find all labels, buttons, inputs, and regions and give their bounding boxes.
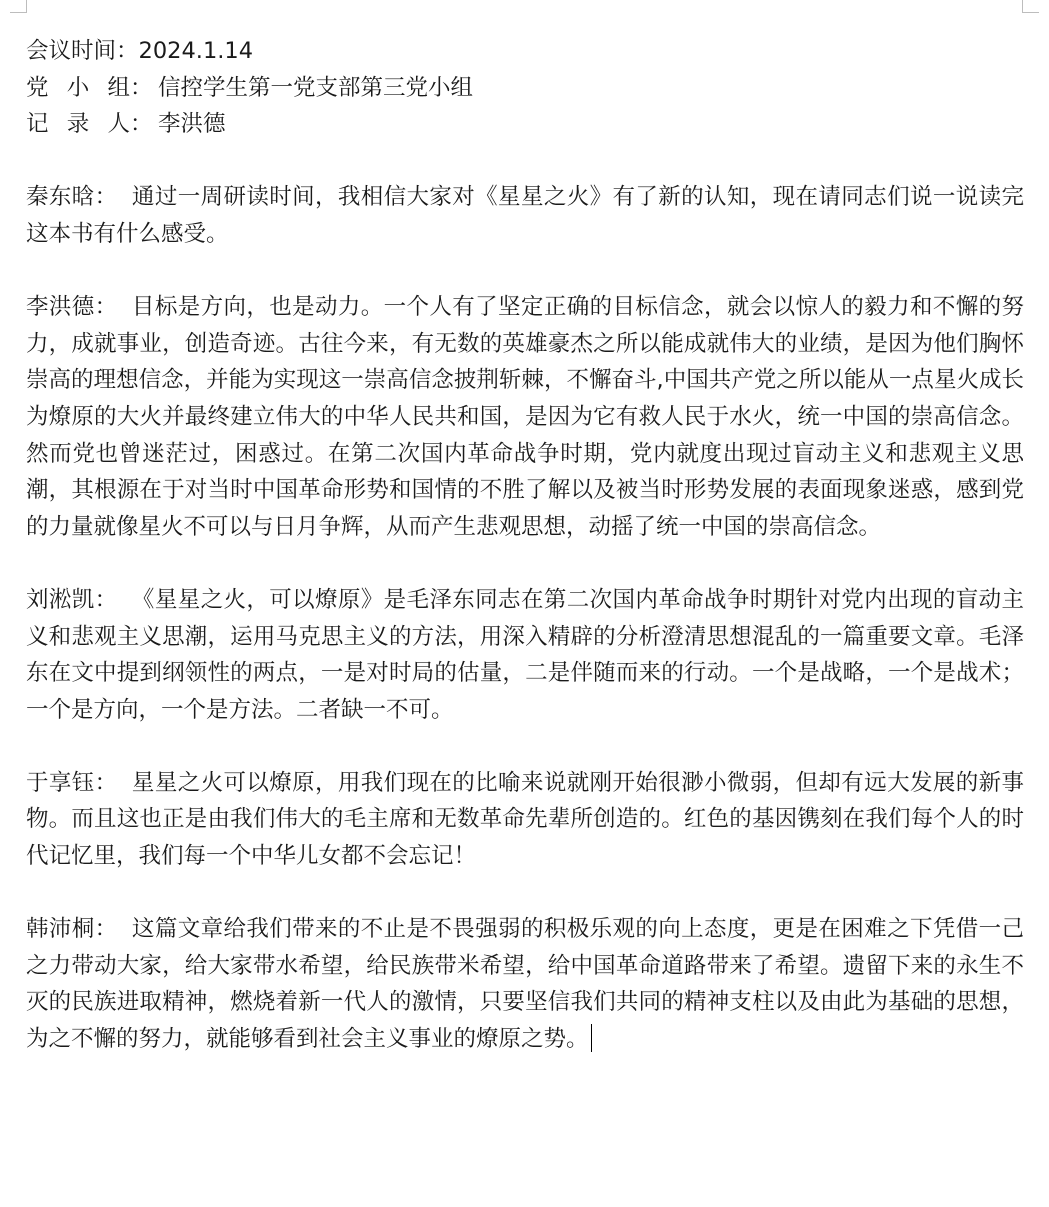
paragraph-speaker-3 bbox=[26, 582, 1024, 728]
paragraph-text: 《星星之火，可以燎原》是毛泽东同志在第二次国内革命战争时期针对党内出现的盲动主义和悲观主义思潮，运用马克思主义的方法，用深入精辟的分析澄清思想混乱的一篇重要文章。毛泽东在文中提到纲领性的两点，一是对时局的估量，二是伴随而来的行动。一个是战略，一个是战术；一个是方向，一个是方法。二者缺一不可。 bbox=[26, 586, 1024, 723]
blank-line bbox=[26, 143, 1024, 180]
blank-line bbox=[26, 253, 1024, 290]
blank-line bbox=[26, 545, 1024, 582]
speaker-name: 于享钰： bbox=[26, 769, 118, 796]
meta-value: 李洪德 bbox=[158, 111, 226, 138]
paragraph-text: 这篇文章给我们带来的不止是不畏强弱的积极乐观的向上态度，更是在困难之下凭借一己之力带动大家，给大家带水希望，给民族带米希望，给中国革命道路带来了希望。遗留下来的永生不灭的民族进取精神，燃烧着新一代人的激情，只要坚信我们共同的精神支柱以及由此为基础的思想，为之不懈的努力，就能够看到社会主义事业的燎原之势。 bbox=[26, 916, 1024, 1053]
meta-colon: ： bbox=[130, 74, 153, 101]
meta-meeting-time bbox=[26, 33, 1024, 70]
speaker-name: 刘淞凯： bbox=[26, 586, 118, 613]
paragraph-text: 通过一周研读时间，我相信大家对《星星之火》有了新的认知，现在请同志们说一说读完这本书有什么感受。 bbox=[26, 184, 1024, 247]
meta-label: 党小组 bbox=[26, 74, 130, 101]
paragraph-speaker-4 bbox=[26, 765, 1024, 875]
meta-colon: ： bbox=[116, 38, 139, 64]
speaker-name: 李洪德： bbox=[26, 294, 118, 321]
meta-label: 记录人 bbox=[26, 111, 130, 138]
meta-recorder bbox=[26, 106, 1024, 143]
page-corner-mark-right bbox=[1022, 0, 1039, 13]
document-body[interactable] bbox=[26, 33, 1024, 1058]
blank-line bbox=[26, 728, 1024, 765]
paragraph-text: 星星之火可以燎原，用我们现在的比喻来说就刚开始很渺小微弱，但却有远大发展的新事物。而且这也正是由我们伟大的毛主席和无数革命先辈所创造的。红色的基因镌刻在我们每个人的时代记忆里，我们每一个中华儿女都不会忘记！ bbox=[26, 769, 1024, 870]
meta-value: 信控学生第一党支部第三党小组 bbox=[158, 74, 474, 101]
speaker-name: 秦东晗： bbox=[26, 184, 118, 211]
paragraph-text: 目标是方向，也是动力。一个人有了坚定正确的目标信念，就会以惊人的毅力和不懈的努力，成就事业，创造奇迹。古往今来，有无数的英雄豪杰之所以能成就伟大的业绩，是因为他们胸怀崇高的理想信念，并能为实现这一崇高信念披荆斩棘，不懈奋斗,中国共产党之所以能从一点星火成长为燎原的大火并最终建立伟大的中华人民共和国，是因为它有救人民于水火，统一中国的崇高信念。然而党也曾迷茫过，困惑过。在第二次国内革命战争时期，党内就度出现过盲动主义和悲观主义思潮，其根源在于对当时中国革命形势和国情的不胜了解以及被当时形势发展的表面现象迷惑，感到党的力量就像星火不可以与日月争辉，从而产生悲观思想，动摇了统一中国的崇高信念。 bbox=[26, 294, 1024, 540]
paragraph-speaker-5 bbox=[26, 911, 1024, 1057]
meta-value: 2024.1.14 bbox=[138, 38, 254, 64]
page-corner-mark-left bbox=[10, 0, 27, 13]
meta-colon: ： bbox=[130, 111, 153, 138]
meta-label: 会议时间 bbox=[26, 38, 117, 64]
meta-party-group bbox=[26, 70, 1024, 107]
speaker-name: 韩沛桐： bbox=[26, 916, 118, 943]
paragraph-speaker-2 bbox=[26, 289, 1024, 545]
blank-line bbox=[26, 875, 1024, 912]
paragraph-speaker-1 bbox=[26, 179, 1024, 252]
text-cursor bbox=[591, 1024, 592, 1052]
